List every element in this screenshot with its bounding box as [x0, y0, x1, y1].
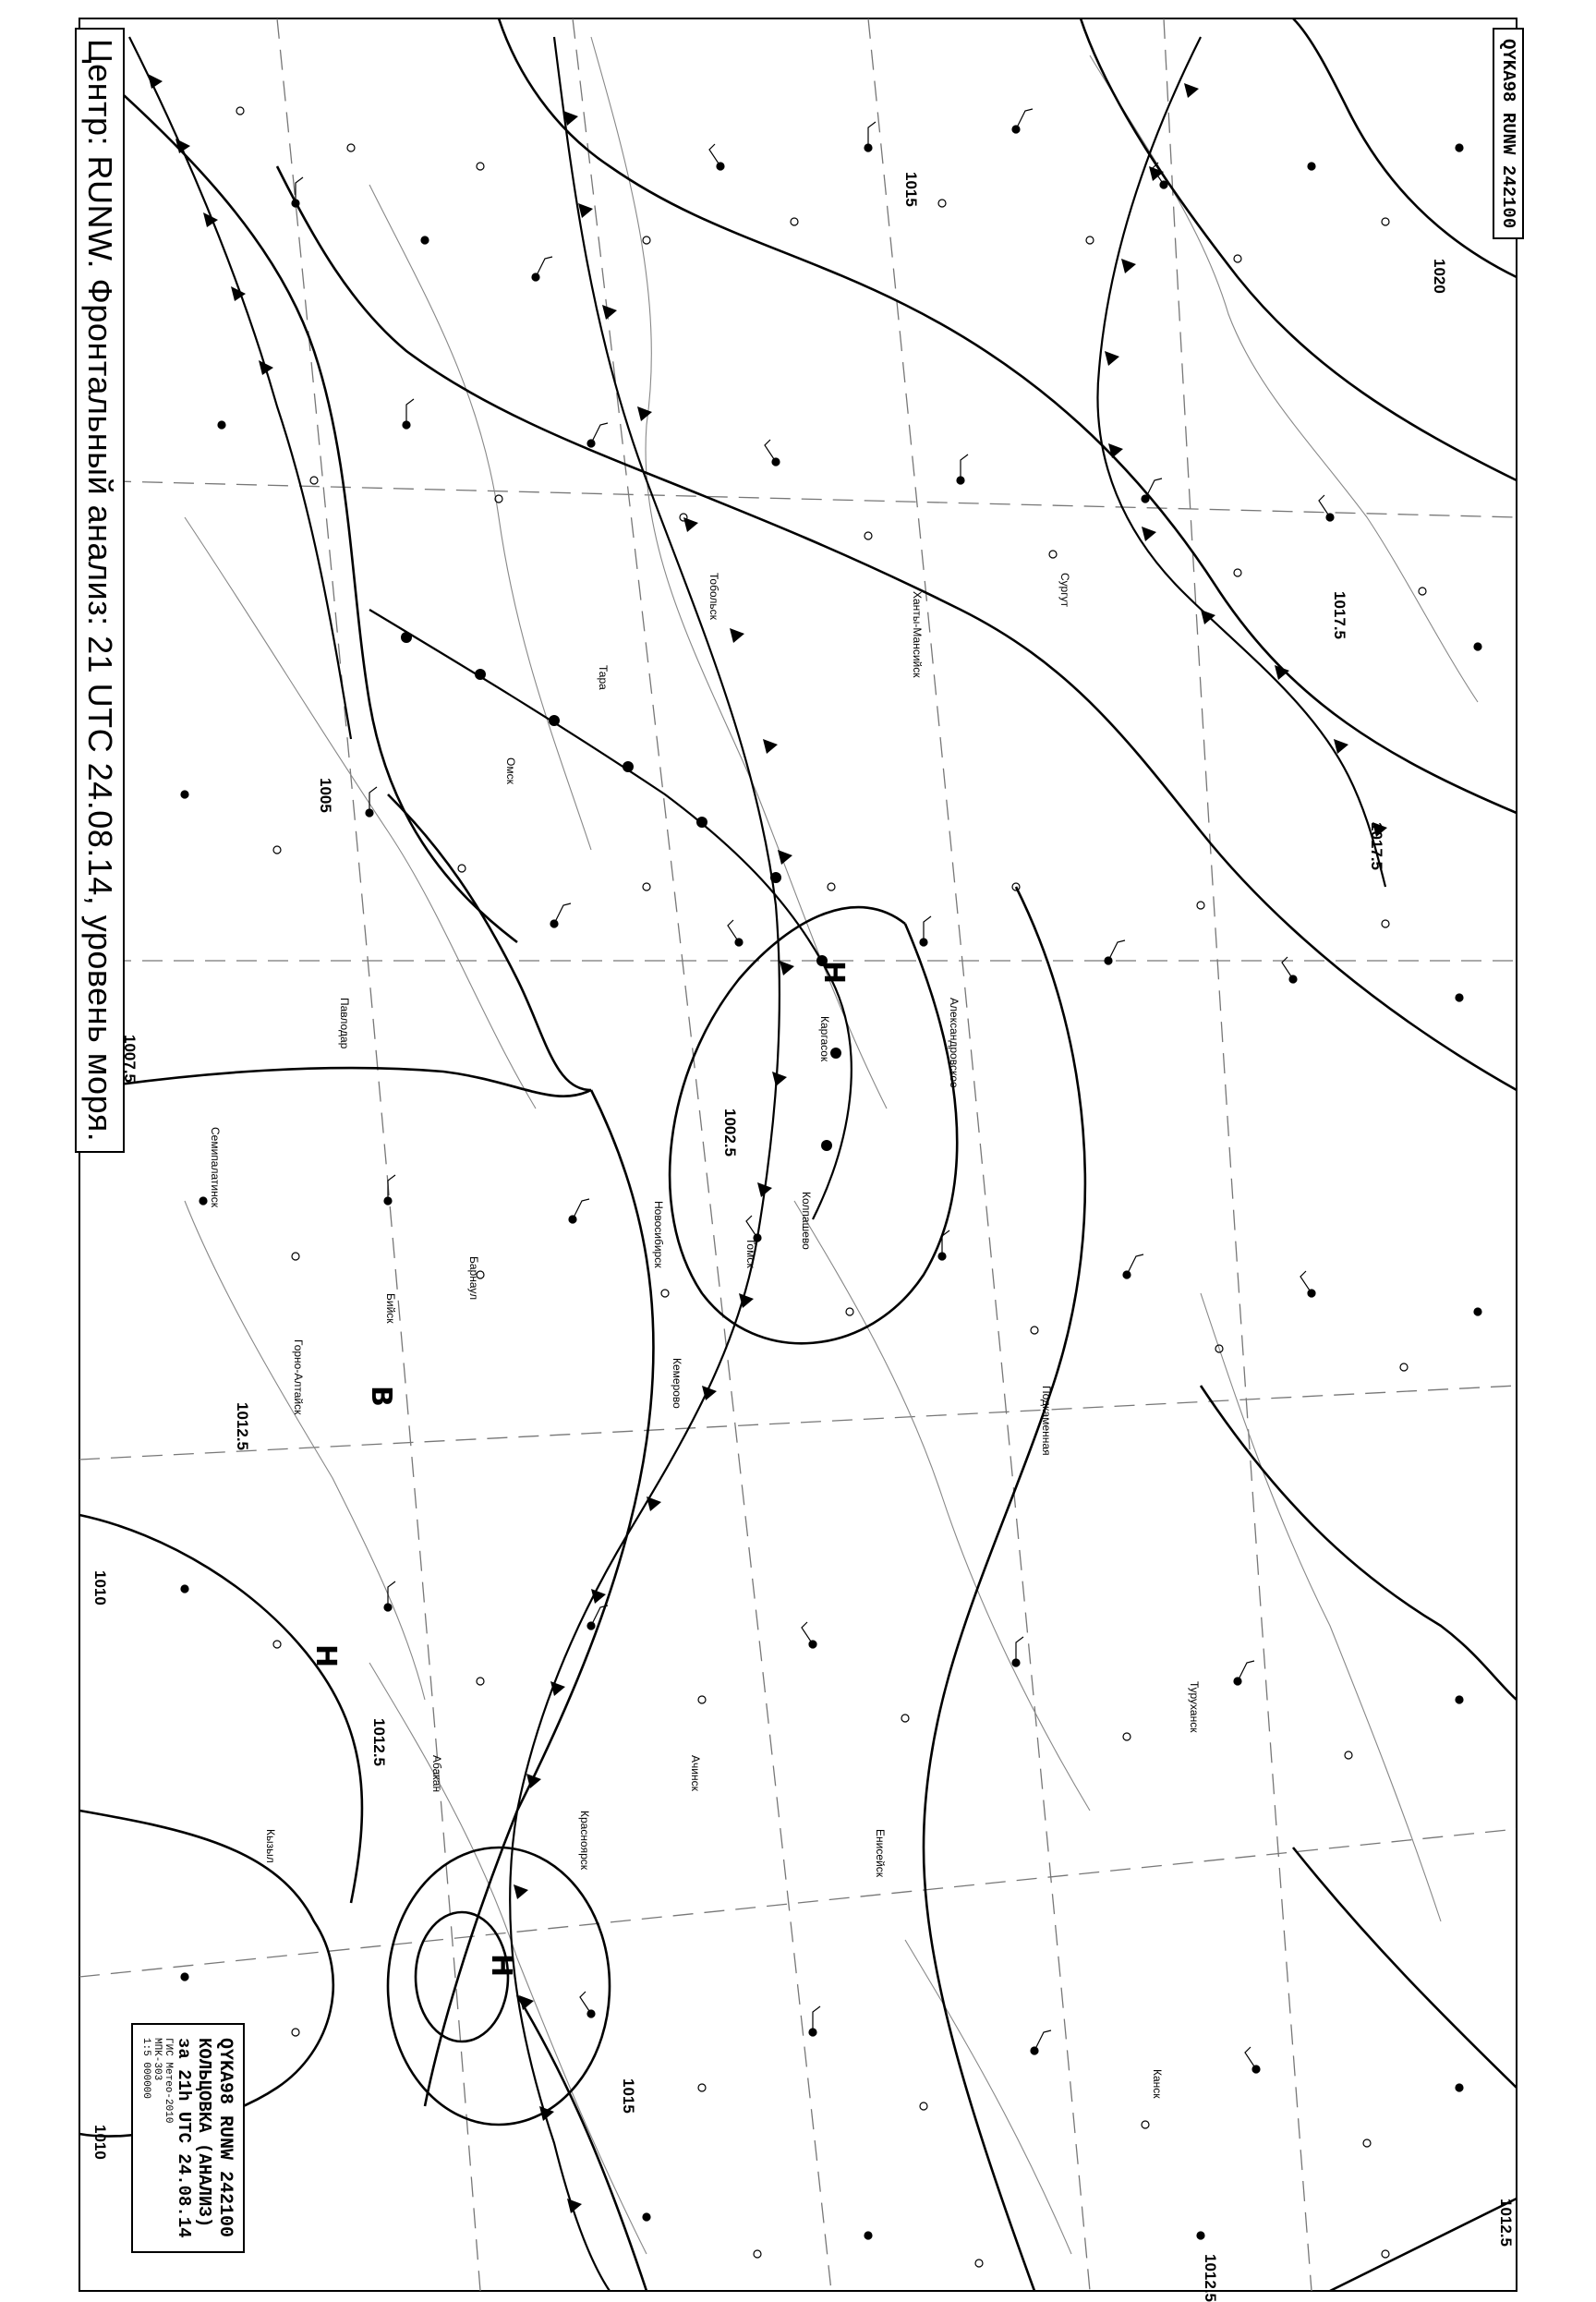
station-name: Новосибирск — [652, 1201, 665, 1268]
station-name: Семипалатинск — [209, 1127, 222, 1207]
low-pressure-center: Н — [485, 1954, 517, 1978]
isobar-label: 1010 — [91, 2125, 109, 2160]
low-pressure-center: Н — [309, 1644, 342, 1668]
bulletin-header-code — [1493, 28, 1524, 239]
chart-stamp — [131, 2023, 245, 2253]
stamp-scale: 1:5 000000 — [140, 2038, 151, 2100]
map-title — [75, 28, 125, 1153]
bulletin-header-code-text: QYKA98 RUNW 242100 — [1498, 39, 1518, 229]
station-name: Туруханск — [1188, 1681, 1201, 1733]
isobar-label: 1005 — [317, 778, 334, 813]
station-name: Колпашево — [800, 1192, 813, 1250]
stamp-center-name: КОЛЬЦОВКА (АНАЛИЗ) — [194, 2038, 214, 2228]
isobar-label: 1015 — [620, 2078, 637, 2114]
station-name: Барнаул — [467, 1256, 480, 1301]
station-name: Омск — [504, 757, 517, 784]
low-pressure-center: Н — [817, 961, 850, 985]
isobar-label: 1017.5 — [1368, 822, 1385, 870]
station-name: Абакан — [430, 1755, 443, 1793]
station-name: Красноярск — [578, 1811, 591, 1871]
station-name: Павлодар — [338, 998, 351, 1049]
station-name: Кемерово — [671, 1358, 683, 1409]
isobar-label: 1012.5 — [1202, 2254, 1219, 2302]
station-name: Сургут — [1058, 573, 1071, 608]
stamp-valid-time: за 21h UTC 24.08.14 — [174, 2038, 194, 2238]
station-name: Канск — [1151, 2069, 1164, 2099]
station-name: Александровское — [948, 998, 961, 1088]
station-name: Ачинск — [689, 1755, 702, 1791]
station-name: Каргасок — [818, 1016, 831, 1062]
station-name: Горно-Алтайск — [292, 1339, 305, 1415]
isobar-label: 1002.5 — [721, 1109, 739, 1157]
station-name: Кызыл — [264, 1829, 277, 1863]
map-title-text: Центр: RUNW. Фронтальный анализ: 21 UTC 24.08.14, уровень моря. — [81, 39, 119, 1143]
station-name: Томск — [744, 1238, 757, 1268]
isobar-label: 1015 — [902, 172, 920, 207]
isobar-label: 1012.5 — [370, 1718, 388, 1766]
isobar-label: 1012.5 — [1497, 2199, 1515, 2247]
isobar-label: 1017.5 — [1331, 591, 1348, 639]
isobar-label: 1010 — [91, 1570, 109, 1605]
station-name: Тара — [597, 665, 610, 690]
stamp-software: ГИС Метео-2010 — [163, 2038, 174, 2124]
isobar-label: 1020 — [1431, 259, 1448, 294]
isobar-label: 1012.5 — [234, 1402, 251, 1450]
stamp-bulletin-code: QYKA98 RUNW 242100 — [214, 2038, 236, 2238]
station-name: Подкаменная — [1040, 1386, 1053, 1456]
stamp-processor: МПК-303 — [151, 2038, 163, 2081]
station-name: Бийск — [384, 1293, 397, 1324]
station-name: Ханты-Мансийск — [911, 591, 924, 678]
isobar-label: 1007.5 — [121, 1035, 139, 1083]
station-name: Енисейск — [874, 1829, 887, 1877]
station-name: Тобольск — [707, 573, 720, 620]
high-pressure-center: В — [365, 1386, 397, 1407]
